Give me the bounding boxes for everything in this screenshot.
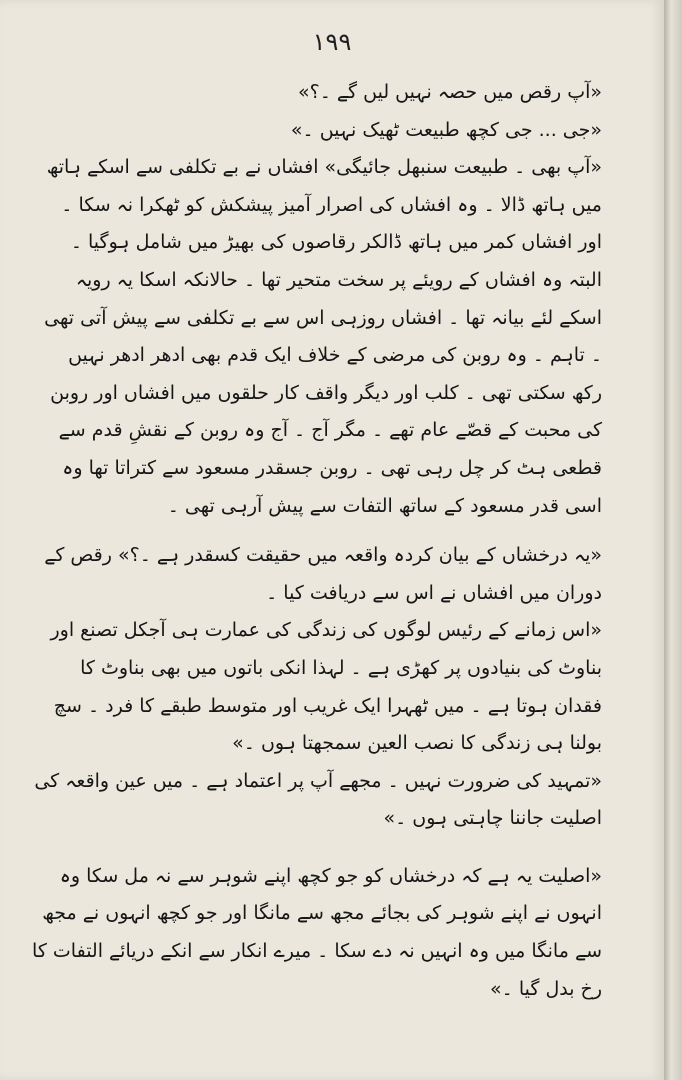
body-text: [32, 74, 624, 1008]
page-edge: [664, 0, 682, 1080]
page-number: ۱۹۹: [312, 28, 352, 56]
paragraph: «یہ درخشاں کے بیان کردہ واقعہ میں حقیقت کسقدر ہے ۔؟» رقص کے دوران میں افشاں نے اس سے دریافت کیا ۔: [44, 544, 602, 604]
paragraph: «اصلیت یہ ہے کہ درخشاں کو جو کچھ اپنے شوہر سے نہ مل سکا وہ انہوں نے اپنے شوہر کی بجائے مجھ سے مانگا اور جو کچھ انہوں نے مجھ سے مانگا میں وہ انہیں نہ دے سکا ۔ میرے انکار سے انکے دریائے التفات کا رخ بدل گیا ۔»: [32, 864, 602, 1000]
dialogue-line: «جی ... جی کچھ طبیعت ٹھیک نہیں ۔»: [290, 118, 602, 141]
dialogue-line: «آپ رقص میں حصہ نہیں لیں گے ۔؟»: [298, 81, 602, 103]
paragraph: البتہ وہ افشاں کے رویئے پر سخت متحیر تھا ۔ حالانکہ اسکا یہ رویہ اسکے لئے بیانہ تھا ۔ افشاں روزہی اس سے بے تکلفی سے پیش آتی تھی ۔ تاہم ۔ وہ روبن کی مرضی کے خلاف ایک قدم بھی ادھر ادھر نہیں رکھ سکتی تھی ۔ کلب اور دیگر واقف کار حلقوں میں افشاں اور روبن کی محبت کے قصّے عام تھے ۔ مگر آج ۔ آج وہ روبن کے نقشِ قدم سے قطعی ہٹ کر چل رہی تھی ۔ روبن جسقدر مسعود سے کتراتا تھا وہ اسی قدر مسعود کے ساتھ التفات سے پیش آرہی تھی ۔: [44, 268, 602, 517]
paragraph: «آپ بھی ۔ طبیعت سنبھل جائیگی» افشاں نے بے تکلفی سے اسکے ہاتھ میں ہاتھ ڈالا ۔ وہ افشاں کی اصرار آمیز پیشکش کو ٹھکرا نہ سکا ۔ اور افشاں کمر میں ہاتھ ڈالکر رقاصوں کی بھیڑ میں شامل ہوگیا ۔: [46, 156, 602, 254]
paragraph: «اس زمانے کے رئیس لوگوں کی زندگی کی عمارت ہی آجکل تصنع اور بناوٹ کی بنیادوں پر کھڑی ہے ۔ لہذا انکی باتوں میں بھی بناوٹ کا فقدان ہوتا ہے ۔ میں ٹھہرا ایک غریب اور متوسط طبقے کا فرد ۔ سچ بولنا ہی زندگی کا نصب العین سمجھتا ہوں ۔»: [50, 619, 602, 755]
paragraph: «تمہید کی ضرورت نہیں ۔ مجھے آپ پر اعتماد ہے ۔ میں عین واقعہ کی اصلیت جاننا چاہتی ہوں ۔»: [34, 769, 602, 830]
